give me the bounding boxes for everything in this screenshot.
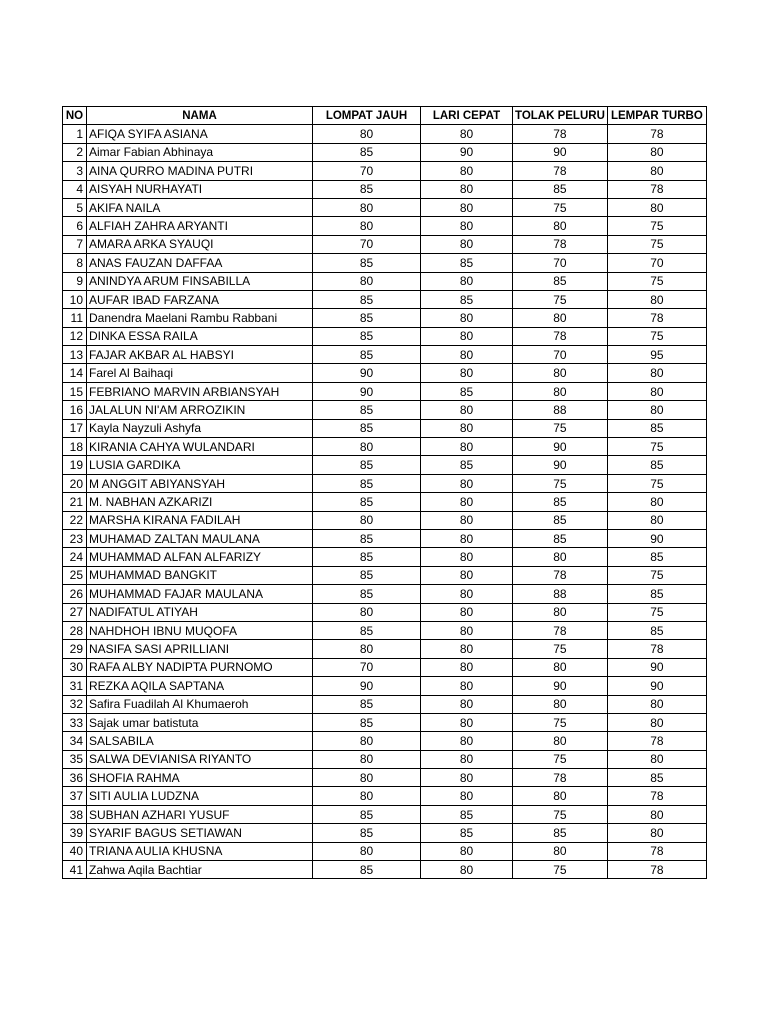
cell-no: 41: [63, 861, 87, 879]
cell-lompat-jauh: 80: [313, 732, 421, 750]
cell-lari-cepat: 80: [421, 493, 513, 511]
cell-lari-cepat: 80: [421, 419, 513, 437]
cell-lempar-turbo: 90: [607, 529, 706, 547]
cell-lempar-turbo: 78: [607, 125, 706, 143]
header-lempar-turbo: LEMPAR TURBO: [607, 107, 706, 125]
score-table: [62, 106, 707, 879]
cell-no: 14: [63, 364, 87, 382]
cell-lempar-turbo: 75: [607, 438, 706, 456]
cell-tolak-peluru: 70: [513, 346, 608, 364]
table-row: [63, 732, 707, 750]
cell-lempar-turbo: 80: [607, 695, 706, 713]
table-row: [63, 566, 707, 584]
cell-nama: MUHAMAD ZALTAN MAULANA: [87, 529, 313, 547]
cell-lari-cepat: 80: [421, 511, 513, 529]
cell-lompat-jauh: 80: [313, 511, 421, 529]
cell-lari-cepat: 80: [421, 713, 513, 731]
cell-lompat-jauh: 85: [313, 566, 421, 584]
cell-lempar-turbo: 75: [607, 474, 706, 492]
cell-lari-cepat: 80: [421, 346, 513, 364]
cell-nama: TRIANA AULIA KHUSNA: [87, 842, 313, 860]
cell-lompat-jauh: 80: [313, 750, 421, 768]
header-tolak-peluru: TOLAK PELURU: [513, 107, 608, 125]
table-row: [63, 787, 707, 805]
table-row: [63, 603, 707, 621]
cell-lempar-turbo: 80: [607, 713, 706, 731]
table-row: [63, 529, 707, 547]
table-row: [63, 382, 707, 400]
cell-lari-cepat: 80: [421, 677, 513, 695]
cell-lempar-turbo: 78: [607, 787, 706, 805]
cell-nama: SALWA DEVIANISA RIYANTO: [87, 750, 313, 768]
cell-lompat-jauh: 85: [313, 824, 421, 842]
cell-lempar-turbo: 80: [607, 198, 706, 216]
cell-no: 28: [63, 621, 87, 639]
cell-lempar-turbo: 80: [607, 382, 706, 400]
cell-nama: Danendra Maelani Rambu Rabbani: [87, 309, 313, 327]
table-row: [63, 364, 707, 382]
cell-lompat-jauh: 85: [313, 805, 421, 823]
cell-tolak-peluru: 75: [513, 750, 608, 768]
cell-lompat-jauh: 85: [313, 585, 421, 603]
cell-tolak-peluru: 78: [513, 162, 608, 180]
cell-lompat-jauh: 85: [313, 327, 421, 345]
cell-nama: NADIFATUL ATIYAH: [87, 603, 313, 621]
cell-no: 26: [63, 585, 87, 603]
cell-no: 20: [63, 474, 87, 492]
cell-nama: Sajak umar batistuta: [87, 713, 313, 731]
cell-lari-cepat: 80: [421, 198, 513, 216]
cell-no: 32: [63, 695, 87, 713]
cell-lempar-turbo: 85: [607, 456, 706, 474]
cell-nama: MARSHA KIRANA FADILAH: [87, 511, 313, 529]
cell-nama: AFIQA SYIFA ASIANA: [87, 125, 313, 143]
table-row: [63, 658, 707, 676]
cell-tolak-peluru: 80: [513, 548, 608, 566]
cell-lompat-jauh: 85: [313, 456, 421, 474]
cell-tolak-peluru: 88: [513, 401, 608, 419]
header-lari-cepat: LARI CEPAT: [421, 107, 513, 125]
cell-nama: M ANGGIT ABIYANSYAH: [87, 474, 313, 492]
cell-lompat-jauh: 90: [313, 364, 421, 382]
table-row: [63, 511, 707, 529]
table-row: [63, 419, 707, 437]
header-nama: NAMA: [87, 107, 313, 125]
cell-lempar-turbo: 78: [607, 732, 706, 750]
cell-no: 35: [63, 750, 87, 768]
cell-lari-cepat: 85: [421, 456, 513, 474]
cell-lompat-jauh: 85: [313, 474, 421, 492]
cell-no: 33: [63, 713, 87, 731]
cell-lompat-jauh: 80: [313, 842, 421, 860]
cell-lempar-turbo: 70: [607, 254, 706, 272]
table-row: [63, 677, 707, 695]
cell-tolak-peluru: 75: [513, 290, 608, 308]
cell-lompat-jauh: 80: [313, 217, 421, 235]
table-body: [63, 125, 707, 879]
cell-lompat-jauh: 80: [313, 198, 421, 216]
cell-lari-cepat: 85: [421, 382, 513, 400]
cell-tolak-peluru: 70: [513, 254, 608, 272]
table-row: [63, 235, 707, 253]
cell-tolak-peluru: 78: [513, 125, 608, 143]
cell-no: 4: [63, 180, 87, 198]
cell-no: 6: [63, 217, 87, 235]
cell-nama: SHOFIA RAHMA: [87, 769, 313, 787]
cell-nama: NASIFA SASI APRILLIANI: [87, 640, 313, 658]
cell-tolak-peluru: 85: [513, 529, 608, 547]
cell-lompat-jauh: 80: [313, 769, 421, 787]
cell-lari-cepat: 80: [421, 695, 513, 713]
cell-nama: Kayla Nayzuli Ashyfa: [87, 419, 313, 437]
cell-no: 9: [63, 272, 87, 290]
cell-lari-cepat: 80: [421, 474, 513, 492]
cell-no: 19: [63, 456, 87, 474]
cell-lari-cepat: 90: [421, 143, 513, 161]
cell-tolak-peluru: 90: [513, 143, 608, 161]
cell-nama: JALALUN NI'AM ARROZIKIN: [87, 401, 313, 419]
cell-tolak-peluru: 75: [513, 640, 608, 658]
cell-lari-cepat: 80: [421, 125, 513, 143]
cell-lari-cepat: 80: [421, 180, 513, 198]
cell-nama: ANAS FAUZAN DAFFAA: [87, 254, 313, 272]
cell-tolak-peluru: 85: [513, 493, 608, 511]
cell-lari-cepat: 80: [421, 438, 513, 456]
cell-tolak-peluru: 78: [513, 327, 608, 345]
cell-no: 17: [63, 419, 87, 437]
cell-tolak-peluru: 80: [513, 732, 608, 750]
cell-lari-cepat: 80: [421, 566, 513, 584]
cell-nama: ALFIAH ZAHRA ARYANTI: [87, 217, 313, 235]
cell-tolak-peluru: 78: [513, 769, 608, 787]
header-no: NO: [63, 107, 87, 125]
table-row: [63, 401, 707, 419]
cell-tolak-peluru: 80: [513, 382, 608, 400]
cell-lompat-jauh: 85: [313, 548, 421, 566]
cell-nama: SUBHAN AZHARI YUSUF: [87, 805, 313, 823]
cell-nama: DINKA ESSA RAILA: [87, 327, 313, 345]
cell-lompat-jauh: 70: [313, 235, 421, 253]
cell-lari-cepat: 80: [421, 603, 513, 621]
cell-tolak-peluru: 75: [513, 805, 608, 823]
cell-lari-cepat: 80: [421, 364, 513, 382]
cell-nama: NAHDHOH IBNU MUQOFA: [87, 621, 313, 639]
cell-nama: AMARA ARKA SYAUQI: [87, 235, 313, 253]
table-row: [63, 162, 707, 180]
cell-tolak-peluru: 85: [513, 180, 608, 198]
cell-nama: AINA QURRO MADINA PUTRI: [87, 162, 313, 180]
table-row: [63, 290, 707, 308]
cell-tolak-peluru: 80: [513, 603, 608, 621]
cell-nama: Aimar Fabian Abhinaya: [87, 143, 313, 161]
cell-no: 27: [63, 603, 87, 621]
table-row: [63, 621, 707, 639]
table-row: [63, 125, 707, 143]
cell-lempar-turbo: 95: [607, 346, 706, 364]
cell-lari-cepat: 80: [421, 842, 513, 860]
cell-lari-cepat: 80: [421, 401, 513, 419]
cell-lari-cepat: 80: [421, 621, 513, 639]
cell-nama: KIRANIA CAHYA WULANDARI: [87, 438, 313, 456]
cell-nama: FAJAR AKBAR AL HABSYI: [87, 346, 313, 364]
cell-lari-cepat: 80: [421, 787, 513, 805]
cell-nama: MUHAMMAD ALFAN ALFARIZY: [87, 548, 313, 566]
cell-lempar-turbo: 78: [607, 640, 706, 658]
cell-nama: MUHAMMAD FAJAR MAULANA: [87, 585, 313, 603]
cell-lempar-turbo: 80: [607, 364, 706, 382]
table-row: [63, 456, 707, 474]
cell-tolak-peluru: 85: [513, 272, 608, 290]
cell-lari-cepat: 80: [421, 769, 513, 787]
cell-lompat-jauh: 80: [313, 787, 421, 805]
cell-lompat-jauh: 85: [313, 401, 421, 419]
cell-no: 11: [63, 309, 87, 327]
table-row: [63, 438, 707, 456]
cell-lempar-turbo: 85: [607, 769, 706, 787]
table-row: [63, 824, 707, 842]
cell-no: 25: [63, 566, 87, 584]
cell-lempar-turbo: 78: [607, 180, 706, 198]
table-row: [63, 309, 707, 327]
table-row: [63, 842, 707, 860]
cell-no: 2: [63, 143, 87, 161]
cell-lompat-jauh: 70: [313, 658, 421, 676]
cell-lari-cepat: 80: [421, 732, 513, 750]
cell-lompat-jauh: 85: [313, 861, 421, 879]
cell-lempar-turbo: 75: [607, 566, 706, 584]
cell-tolak-peluru: 90: [513, 438, 608, 456]
cell-lari-cepat: 80: [421, 640, 513, 658]
cell-no: 15: [63, 382, 87, 400]
cell-no: 34: [63, 732, 87, 750]
cell-no: 8: [63, 254, 87, 272]
cell-lari-cepat: 80: [421, 327, 513, 345]
cell-no: 12: [63, 327, 87, 345]
header-row: [63, 107, 707, 125]
cell-lari-cepat: 80: [421, 585, 513, 603]
cell-lempar-turbo: 90: [607, 658, 706, 676]
cell-lempar-turbo: 75: [607, 327, 706, 345]
table-row: [63, 198, 707, 216]
table-row: [63, 750, 707, 768]
cell-no: 13: [63, 346, 87, 364]
cell-lempar-turbo: 80: [607, 162, 706, 180]
table-row: [63, 327, 707, 345]
cell-nama: ANINDYA ARUM FINSABILLA: [87, 272, 313, 290]
cell-lompat-jauh: 85: [313, 290, 421, 308]
cell-tolak-peluru: 85: [513, 824, 608, 842]
cell-lari-cepat: 80: [421, 750, 513, 768]
cell-nama: LUSIA GARDIKA: [87, 456, 313, 474]
cell-lempar-turbo: 85: [607, 585, 706, 603]
table-row: [63, 217, 707, 235]
cell-no: 40: [63, 842, 87, 860]
cell-tolak-peluru: 75: [513, 474, 608, 492]
cell-nama: REZKA AQILA SAPTANA: [87, 677, 313, 695]
cell-no: 3: [63, 162, 87, 180]
cell-tolak-peluru: 88: [513, 585, 608, 603]
table-row: [63, 474, 707, 492]
cell-lompat-jauh: 85: [313, 143, 421, 161]
cell-lari-cepat: 85: [421, 805, 513, 823]
cell-lempar-turbo: 85: [607, 419, 706, 437]
table-row: [63, 769, 707, 787]
cell-lempar-turbo: 80: [607, 401, 706, 419]
cell-tolak-peluru: 78: [513, 621, 608, 639]
cell-no: 10: [63, 290, 87, 308]
cell-lempar-turbo: 75: [607, 272, 706, 290]
cell-lempar-turbo: 90: [607, 677, 706, 695]
cell-tolak-peluru: 80: [513, 364, 608, 382]
cell-no: 24: [63, 548, 87, 566]
cell-nama: M. NABHAN AZKARIZI: [87, 493, 313, 511]
cell-tolak-peluru: 75: [513, 861, 608, 879]
cell-lari-cepat: 80: [421, 235, 513, 253]
cell-lempar-turbo: 80: [607, 143, 706, 161]
cell-lompat-jauh: 85: [313, 180, 421, 198]
table-row: [63, 713, 707, 731]
cell-no: 36: [63, 769, 87, 787]
cell-nama: AKIFA NAILA: [87, 198, 313, 216]
cell-nama: SYARIF BAGUS SETIAWAN: [87, 824, 313, 842]
cell-tolak-peluru: 75: [513, 419, 608, 437]
cell-lari-cepat: 85: [421, 254, 513, 272]
cell-tolak-peluru: 75: [513, 713, 608, 731]
cell-lempar-turbo: 78: [607, 861, 706, 879]
cell-lompat-jauh: 80: [313, 125, 421, 143]
cell-lompat-jauh: 80: [313, 272, 421, 290]
cell-lari-cepat: 80: [421, 162, 513, 180]
cell-tolak-peluru: 80: [513, 842, 608, 860]
cell-tolak-peluru: 80: [513, 658, 608, 676]
table-row: [63, 805, 707, 823]
cell-no: 21: [63, 493, 87, 511]
cell-nama: Farel Al Baihaqi: [87, 364, 313, 382]
table-row: [63, 143, 707, 161]
cell-lompat-jauh: 85: [313, 254, 421, 272]
cell-lari-cepat: 80: [421, 217, 513, 235]
cell-no: 7: [63, 235, 87, 253]
cell-no: 22: [63, 511, 87, 529]
cell-no: 30: [63, 658, 87, 676]
cell-nama: MUHAMMAD BANGKIT: [87, 566, 313, 584]
cell-lompat-jauh: 85: [313, 419, 421, 437]
cell-nama: RAFA ALBY NADIPTA PURNOMO: [87, 658, 313, 676]
cell-lempar-turbo: 80: [607, 493, 706, 511]
cell-lari-cepat: 80: [421, 309, 513, 327]
cell-lari-cepat: 80: [421, 861, 513, 879]
cell-tolak-peluru: 80: [513, 787, 608, 805]
cell-lari-cepat: 80: [421, 529, 513, 547]
cell-tolak-peluru: 90: [513, 456, 608, 474]
cell-no: 31: [63, 677, 87, 695]
cell-nama: Zahwa Aqila Bachtiar: [87, 861, 313, 879]
cell-tolak-peluru: 80: [513, 695, 608, 713]
table-row: [63, 640, 707, 658]
cell-tolak-peluru: 85: [513, 511, 608, 529]
cell-tolak-peluru: 80: [513, 309, 608, 327]
cell-no: 38: [63, 805, 87, 823]
cell-nama: AISYAH NURHAYATI: [87, 180, 313, 198]
cell-lempar-turbo: 75: [607, 217, 706, 235]
cell-no: 16: [63, 401, 87, 419]
cell-lempar-turbo: 80: [607, 511, 706, 529]
cell-lari-cepat: 80: [421, 548, 513, 566]
cell-no: 37: [63, 787, 87, 805]
cell-lempar-turbo: 78: [607, 309, 706, 327]
table-row: [63, 493, 707, 511]
cell-nama: SALSABILA: [87, 732, 313, 750]
cell-lempar-turbo: 85: [607, 548, 706, 566]
cell-nama: Safira Fuadilah Al Khumaeroh: [87, 695, 313, 713]
cell-lompat-jauh: 85: [313, 713, 421, 731]
cell-lompat-jauh: 90: [313, 382, 421, 400]
cell-lompat-jauh: 85: [313, 346, 421, 364]
cell-no: 39: [63, 824, 87, 842]
cell-tolak-peluru: 90: [513, 677, 608, 695]
table-row: [63, 695, 707, 713]
cell-lempar-turbo: 80: [607, 750, 706, 768]
cell-nama: FEBRIANO MARVIN ARBIANSYAH: [87, 382, 313, 400]
table-row: [63, 861, 707, 879]
cell-no: 18: [63, 438, 87, 456]
cell-lari-cepat: 80: [421, 658, 513, 676]
cell-no: 23: [63, 529, 87, 547]
cell-lompat-jauh: 80: [313, 603, 421, 621]
cell-nama: AUFAR IBAD FARZANA: [87, 290, 313, 308]
cell-lari-cepat: 85: [421, 290, 513, 308]
cell-lompat-jauh: 85: [313, 695, 421, 713]
cell-lompat-jauh: 80: [313, 438, 421, 456]
table-row: [63, 180, 707, 198]
table-row: [63, 254, 707, 272]
cell-lompat-jauh: 70: [313, 162, 421, 180]
cell-lempar-turbo: 80: [607, 824, 706, 842]
cell-lompat-jauh: 90: [313, 677, 421, 695]
cell-tolak-peluru: 78: [513, 566, 608, 584]
cell-tolak-peluru: 78: [513, 235, 608, 253]
header-lompat-jauh: LOMPAT JAUH: [313, 107, 421, 125]
cell-lempar-turbo: 75: [607, 603, 706, 621]
cell-lompat-jauh: 85: [313, 309, 421, 327]
cell-lempar-turbo: 80: [607, 290, 706, 308]
cell-lari-cepat: 85: [421, 824, 513, 842]
table-row: [63, 272, 707, 290]
cell-lempar-turbo: 75: [607, 235, 706, 253]
table-row: [63, 346, 707, 364]
cell-lompat-jauh: 85: [313, 621, 421, 639]
cell-lempar-turbo: 80: [607, 805, 706, 823]
cell-lempar-turbo: 78: [607, 842, 706, 860]
cell-nama: SITI AULIA LUDZNA: [87, 787, 313, 805]
table-row: [63, 548, 707, 566]
cell-tolak-peluru: 75: [513, 198, 608, 216]
cell-no: 29: [63, 640, 87, 658]
table-row: [63, 585, 707, 603]
cell-lari-cepat: 80: [421, 272, 513, 290]
cell-lempar-turbo: 85: [607, 621, 706, 639]
cell-no: 5: [63, 198, 87, 216]
cell-lompat-jauh: 80: [313, 640, 421, 658]
cell-lompat-jauh: 85: [313, 529, 421, 547]
cell-tolak-peluru: 80: [513, 217, 608, 235]
cell-lompat-jauh: 85: [313, 493, 421, 511]
cell-no: 1: [63, 125, 87, 143]
